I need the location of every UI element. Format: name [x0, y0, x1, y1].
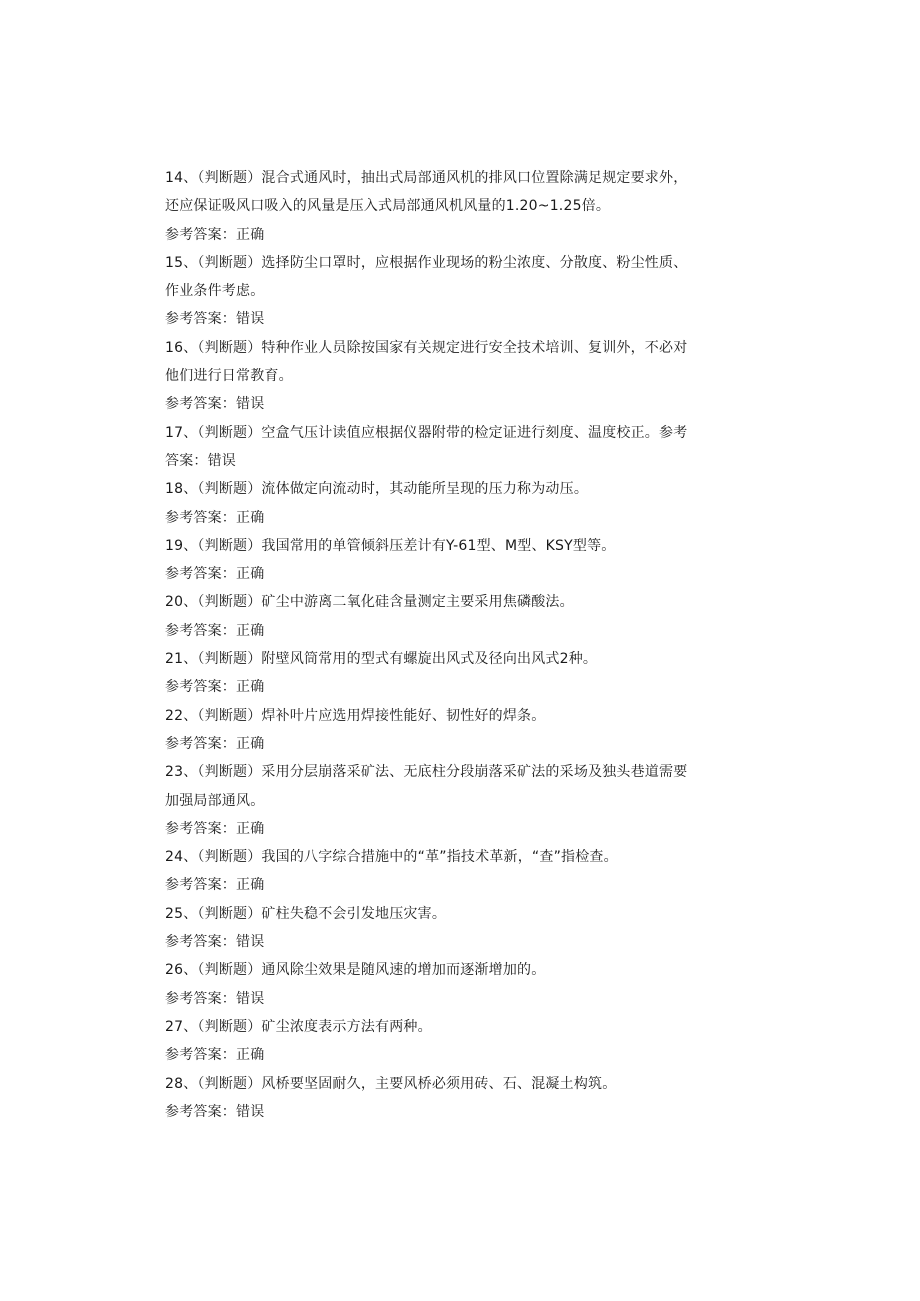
answer-25: 参考答案：错误 — [165, 934, 265, 951]
question-14-text: 14、（判断题）混合式通风时，抽出式局部通风机的排风口位置除满足规定要求外， — [165, 170, 688, 186]
question-17-text: 17、（判断题）空盒气压计读值应根据仪器附带的检定证进行刻度、温度校正。参考 — [165, 424, 688, 441]
answer-18: 参考答案：正确 — [165, 509, 265, 526]
question-21-text: 21、（判断题）附壁风筒常用的型式有螺旋出风式及径向出风式2种。 — [165, 651, 598, 668]
question-16-text: 16、（判断题）特种作业人员除按国家有关规定进行安全技术培训、复训外，不必对 — [165, 339, 688, 356]
question-27-text: 27、（判断题）矿尘浓度表示方法有两种。 — [165, 1018, 432, 1035]
question-list — [165, 164, 750, 1126]
answer-16: 参考答案：错误 — [165, 396, 265, 413]
answer-28: 参考答案：错误 — [165, 1103, 265, 1120]
question-19-text: 19、（判断题）我国常用的单管倾斜压差计有Y-61型、M型、KSY型等。 — [165, 537, 616, 554]
answer-24: 参考答案：正确 — [165, 877, 265, 894]
answer-23: 参考答案：正确 — [165, 820, 265, 837]
answer-19: 参考答案：正确 — [165, 566, 265, 583]
answer-21: 参考答案：正确 — [165, 679, 265, 696]
question-15-text-cont: 作业条件考虑。 — [165, 283, 265, 300]
question-22-text: 22、（判断题）焊补叶片应选用焊接性能好、韧性好的焊条。 — [165, 707, 546, 724]
question-18-text: 18、（判断题）流体做定向流动时，其动能所呈现的压力称为动压。 — [165, 481, 589, 498]
question-28-text: 28、（判断题）风桥要坚固耐久，主要风桥必须用砖、石、混凝土构筑。 — [165, 1075, 617, 1092]
answer-26: 参考答案：错误 — [165, 990, 265, 1007]
question-24-text: 24、（判断题）我国的八字综合措施中的“革”指技术革新，“查”指检查。 — [165, 849, 618, 866]
answer-27: 参考答案：正确 — [165, 1047, 265, 1064]
answer-17: 答案：错误 — [165, 452, 236, 469]
question-23-text: 23、（判断题）采用分层崩落采矿法、无底柱分段崩落采矿法的采场及独头巷道需要 — [165, 764, 688, 781]
question-14-text-cont: 还应保证吸风口吸入的风量是压入式局部通风机风量的1.20~1.25倍。 — [165, 198, 611, 215]
answer-20: 参考答案：正确 — [165, 622, 265, 639]
answer-22: 参考答案：正确 — [165, 735, 265, 752]
question-15-text: 15、（判断题）选择防尘口罩时，应根据作业现场的粉尘浓度、分散度、粉尘性质、 — [165, 254, 688, 271]
answer-14: 参考答案：正确 — [165, 226, 265, 243]
question-25-text: 25、（判断题）矿柱失稳不会引发地压灾害。 — [165, 905, 447, 922]
answer-15: 参考答案：错误 — [165, 311, 265, 328]
question-26-text: 26、（判断题）通风除尘效果是随风速的增加而逐渐增加的。 — [165, 962, 546, 979]
question-16-text-cont: 他们进行日常教育。 — [165, 368, 293, 385]
question-20-text: 20、（判断题）矿尘中游离二氧化硅含量测定主要采用焦磷酸法。 — [165, 594, 574, 611]
question-23-text-cont: 加强局部通风。 — [165, 792, 265, 809]
